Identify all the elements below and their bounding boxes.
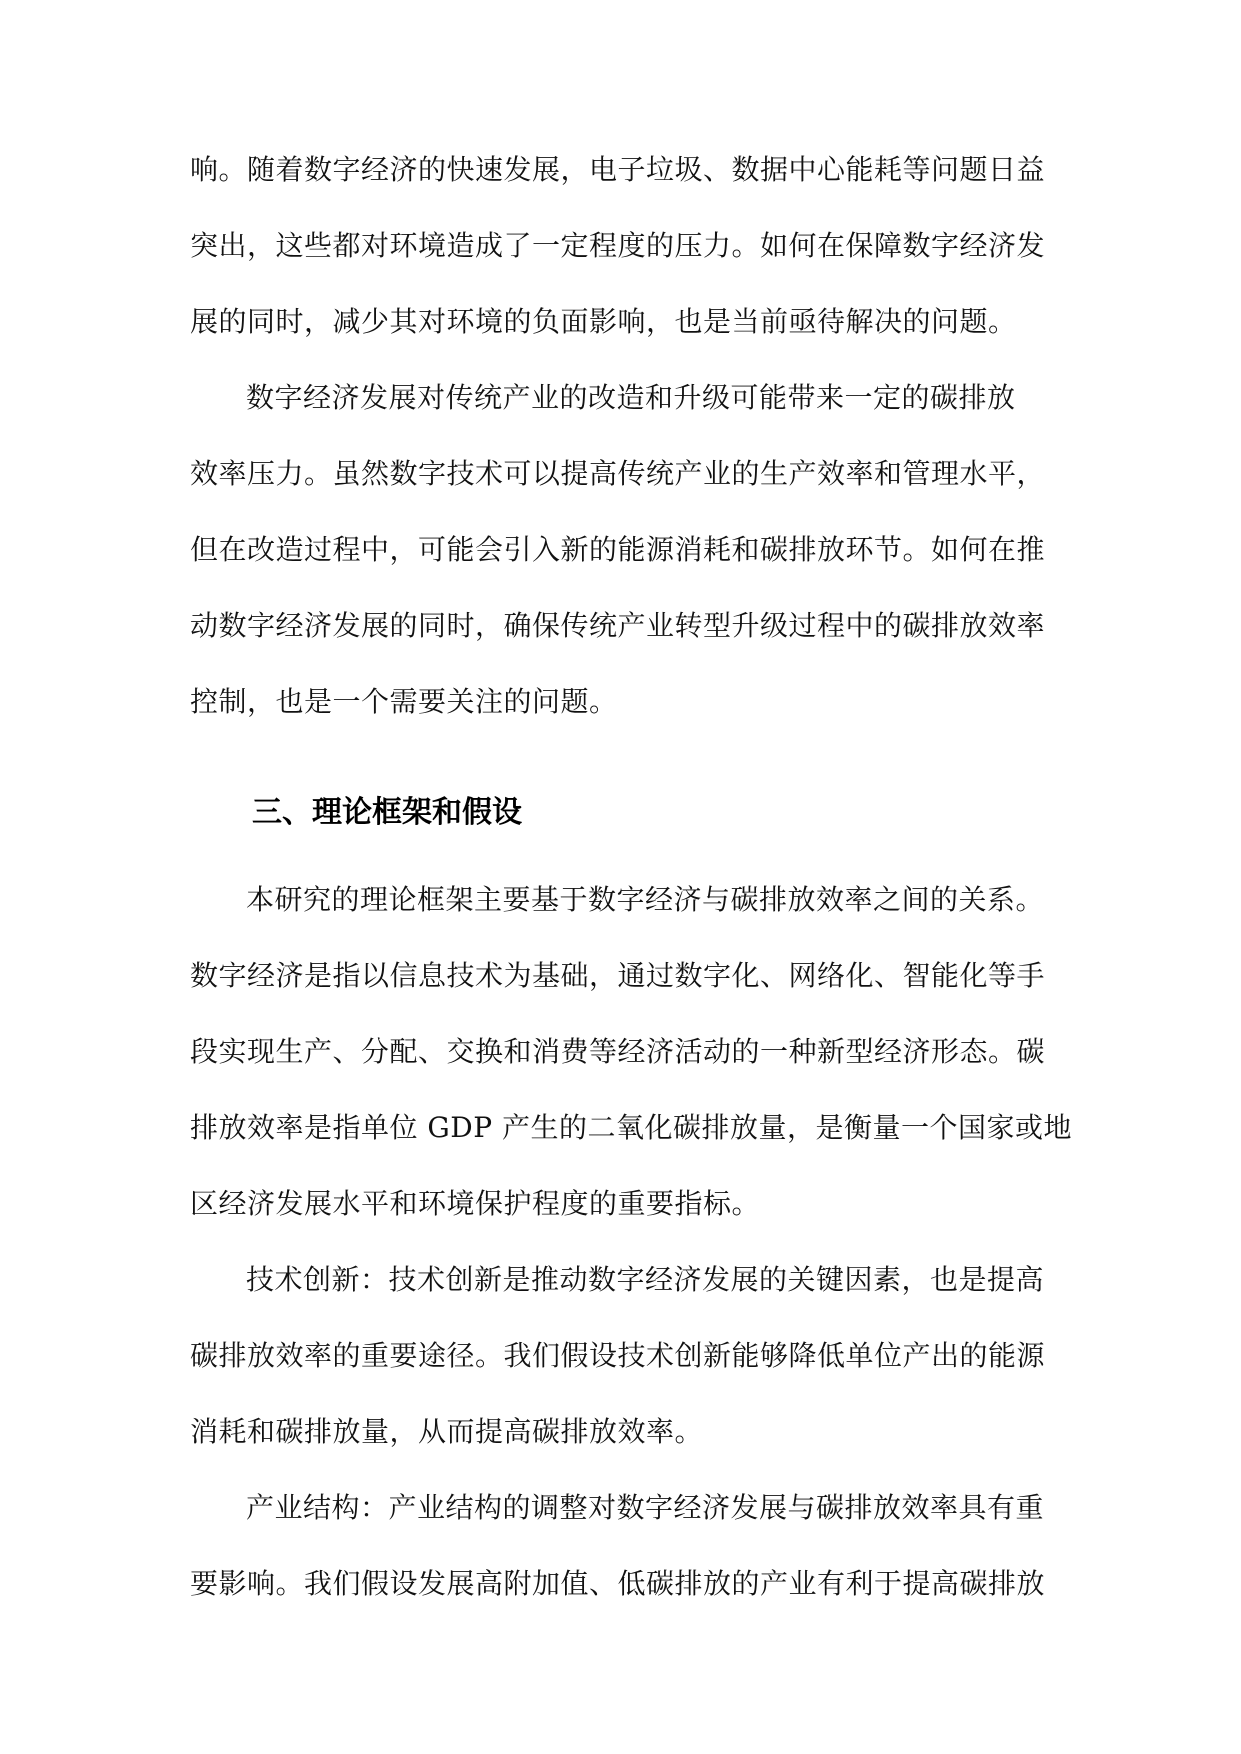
paragraph-5-line-1: 产业结构：产业结构的调整对数字经济发展与碳排放效率具有重: [246, 1491, 1045, 1524]
section-heading: 三、理论框架和假设: [252, 795, 522, 830]
paragraph-2-line-3: 但在改造过程中，可能会引入新的能源消耗和碳排放环节。如何在推: [190, 533, 1046, 566]
paragraph-2-line-4: 动数字经济发展的同时，确保传统产业转型升级过程中的碳排放效率: [190, 609, 1046, 642]
paragraph-3-line-4: 排放效率是指单位 GDP 产生的二氧化碳排放量，是衡量一个国家或地: [190, 1111, 1072, 1144]
paragraph-2-line-5: 控制，也是一个需要关注的问题。: [190, 685, 618, 718]
paragraph-2-line-2: 效率压力。虽然数字技术可以提高传统产业的生产效率和管理水平，: [190, 457, 1046, 490]
paragraph-4-line-1: 技术创新：技术创新是推动数字经济发展的关键因素，也是提高: [246, 1263, 1045, 1296]
paragraph-3-line-1: 本研究的理论框架主要基于数字经济与碳排放效率之间的关系。: [246, 883, 1045, 916]
paragraph-1-line-3: 展的同时，减少其对环境的负面影响，也是当前亟待解决的问题。: [190, 305, 1017, 338]
paragraph-4-line-3: 消耗和碳排放量，从而提高碳排放效率。: [190, 1415, 704, 1448]
paragraph-3-line-2: 数字经济是指以信息技术为基础，通过数字化、网络化、智能化等手: [190, 959, 1046, 992]
paragraph-4-line-2: 碳排放效率的重要途径。我们假设技术创新能够降低单位产出的能源: [190, 1339, 1046, 1372]
paragraph-3-line-3: 段实现生产、分配、交换和消费等经济活动的一种新型经济形态。碳: [190, 1035, 1046, 1068]
paragraph-3-line-5: 区经济发展水平和环境保护程度的重要指标。: [190, 1187, 761, 1220]
paragraph-1-line-2: 突出，这些都对环境造成了一定程度的压力。如何在保障数字经济发: [190, 229, 1046, 262]
paragraph-2-line-1: 数字经济发展对传统产业的改造和升级可能带来一定的碳排放: [246, 381, 1016, 414]
paragraph-1-line-1: 响。随着数字经济的快速发展，电子垃圾、数据中心能耗等问题日益: [190, 153, 1046, 186]
paragraph-5-line-2: 要影响。我们假设发展高附加值、低碳排放的产业有利于提高碳排放: [190, 1567, 1046, 1600]
